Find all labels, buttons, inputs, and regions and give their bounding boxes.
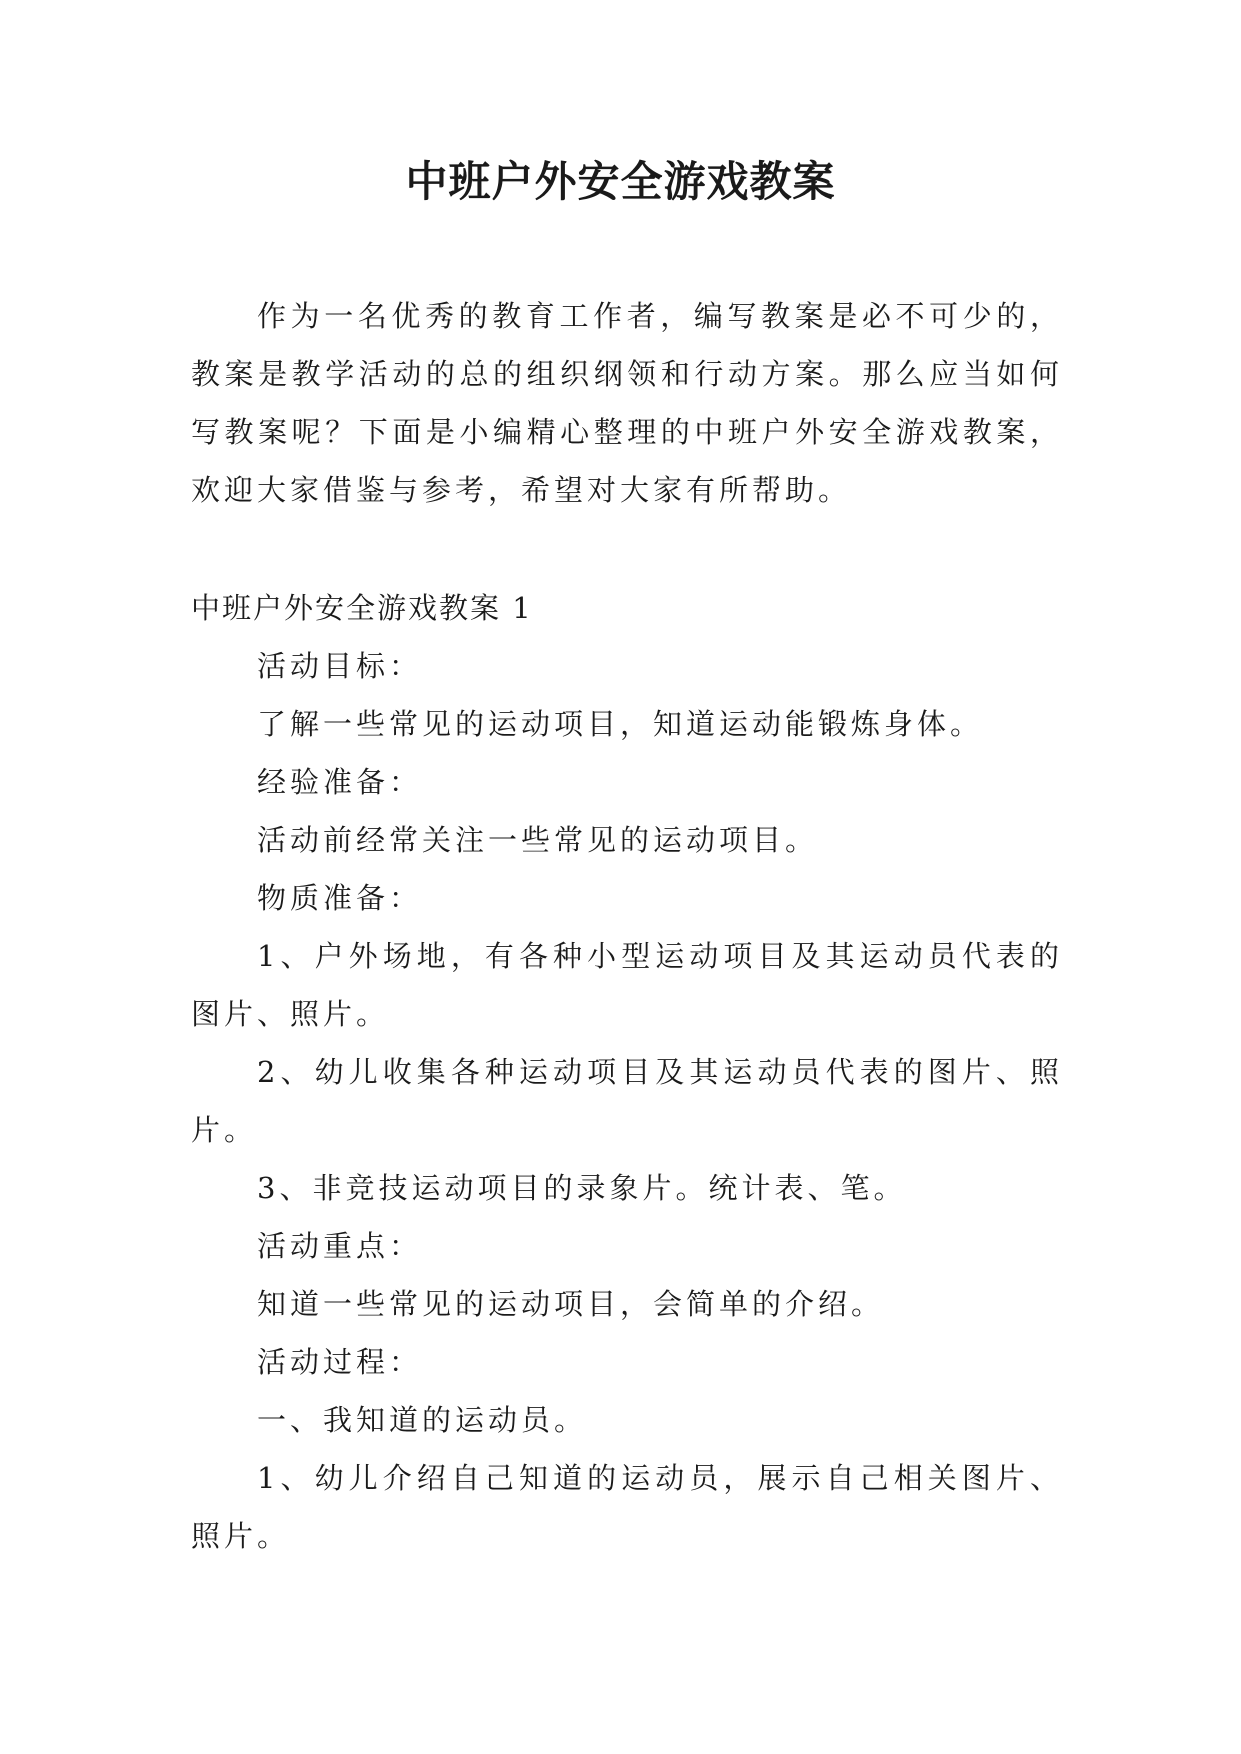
paragraph-process-step-1: 一、我知道的运动员。 [257, 1403, 588, 1437]
document-title: 中班户外安全游戏教案 [405, 157, 836, 206]
section-heading: 中班户外安全游戏教案 1 [191, 591, 533, 625]
paragraph-activity-goal: 了解一些常见的运动项目，知道运动能锻炼身体。 [257, 707, 984, 741]
paragraph-experience-prep-label: 经验准备： [257, 765, 423, 799]
paragraph-material-item-1: 1、户外场地，有各种小型运动项目及其运动员代表的图片、照片。 [191, 939, 1063, 1031]
paragraph-material-item-2: 2、幼儿收集各种运动项目及其运动员代表的图片、照片。 [191, 1055, 1063, 1147]
paragraph-key-point: 知道一些常见的运动项目，会简单的介绍。 [257, 1287, 885, 1321]
lesson-body [191, 637, 1063, 1565]
paragraph-material-prep-label: 物质准备： [257, 881, 423, 915]
paragraph-material-item-3: 3、非竞技运动项目的录象片。统计表、笔。 [257, 1171, 907, 1205]
paragraph-activity-goal-label: 活动目标： [257, 649, 423, 683]
paragraph-process-label: 活动过程： [257, 1345, 423, 1379]
intro-paragraph: 作为一名优秀的教育工作者，编写教案是必不可少的，教案是教学活动的总的组织纲领和行动方案。那么应当如何写教案呢？下面是小编精心整理的中班户外安全游戏教案，欢迎大家借鉴与参考，希望对大家有所帮助。 [191, 299, 1063, 507]
paragraph-process-substep-1: 1、幼儿介绍自己知道的运动员，展示自己相关图片、照片。 [191, 1461, 1063, 1553]
paragraph-experience-prep: 活动前经常关注一些常见的运动项目。 [257, 823, 819, 857]
paragraph-key-point-label: 活动重点： [257, 1229, 423, 1263]
